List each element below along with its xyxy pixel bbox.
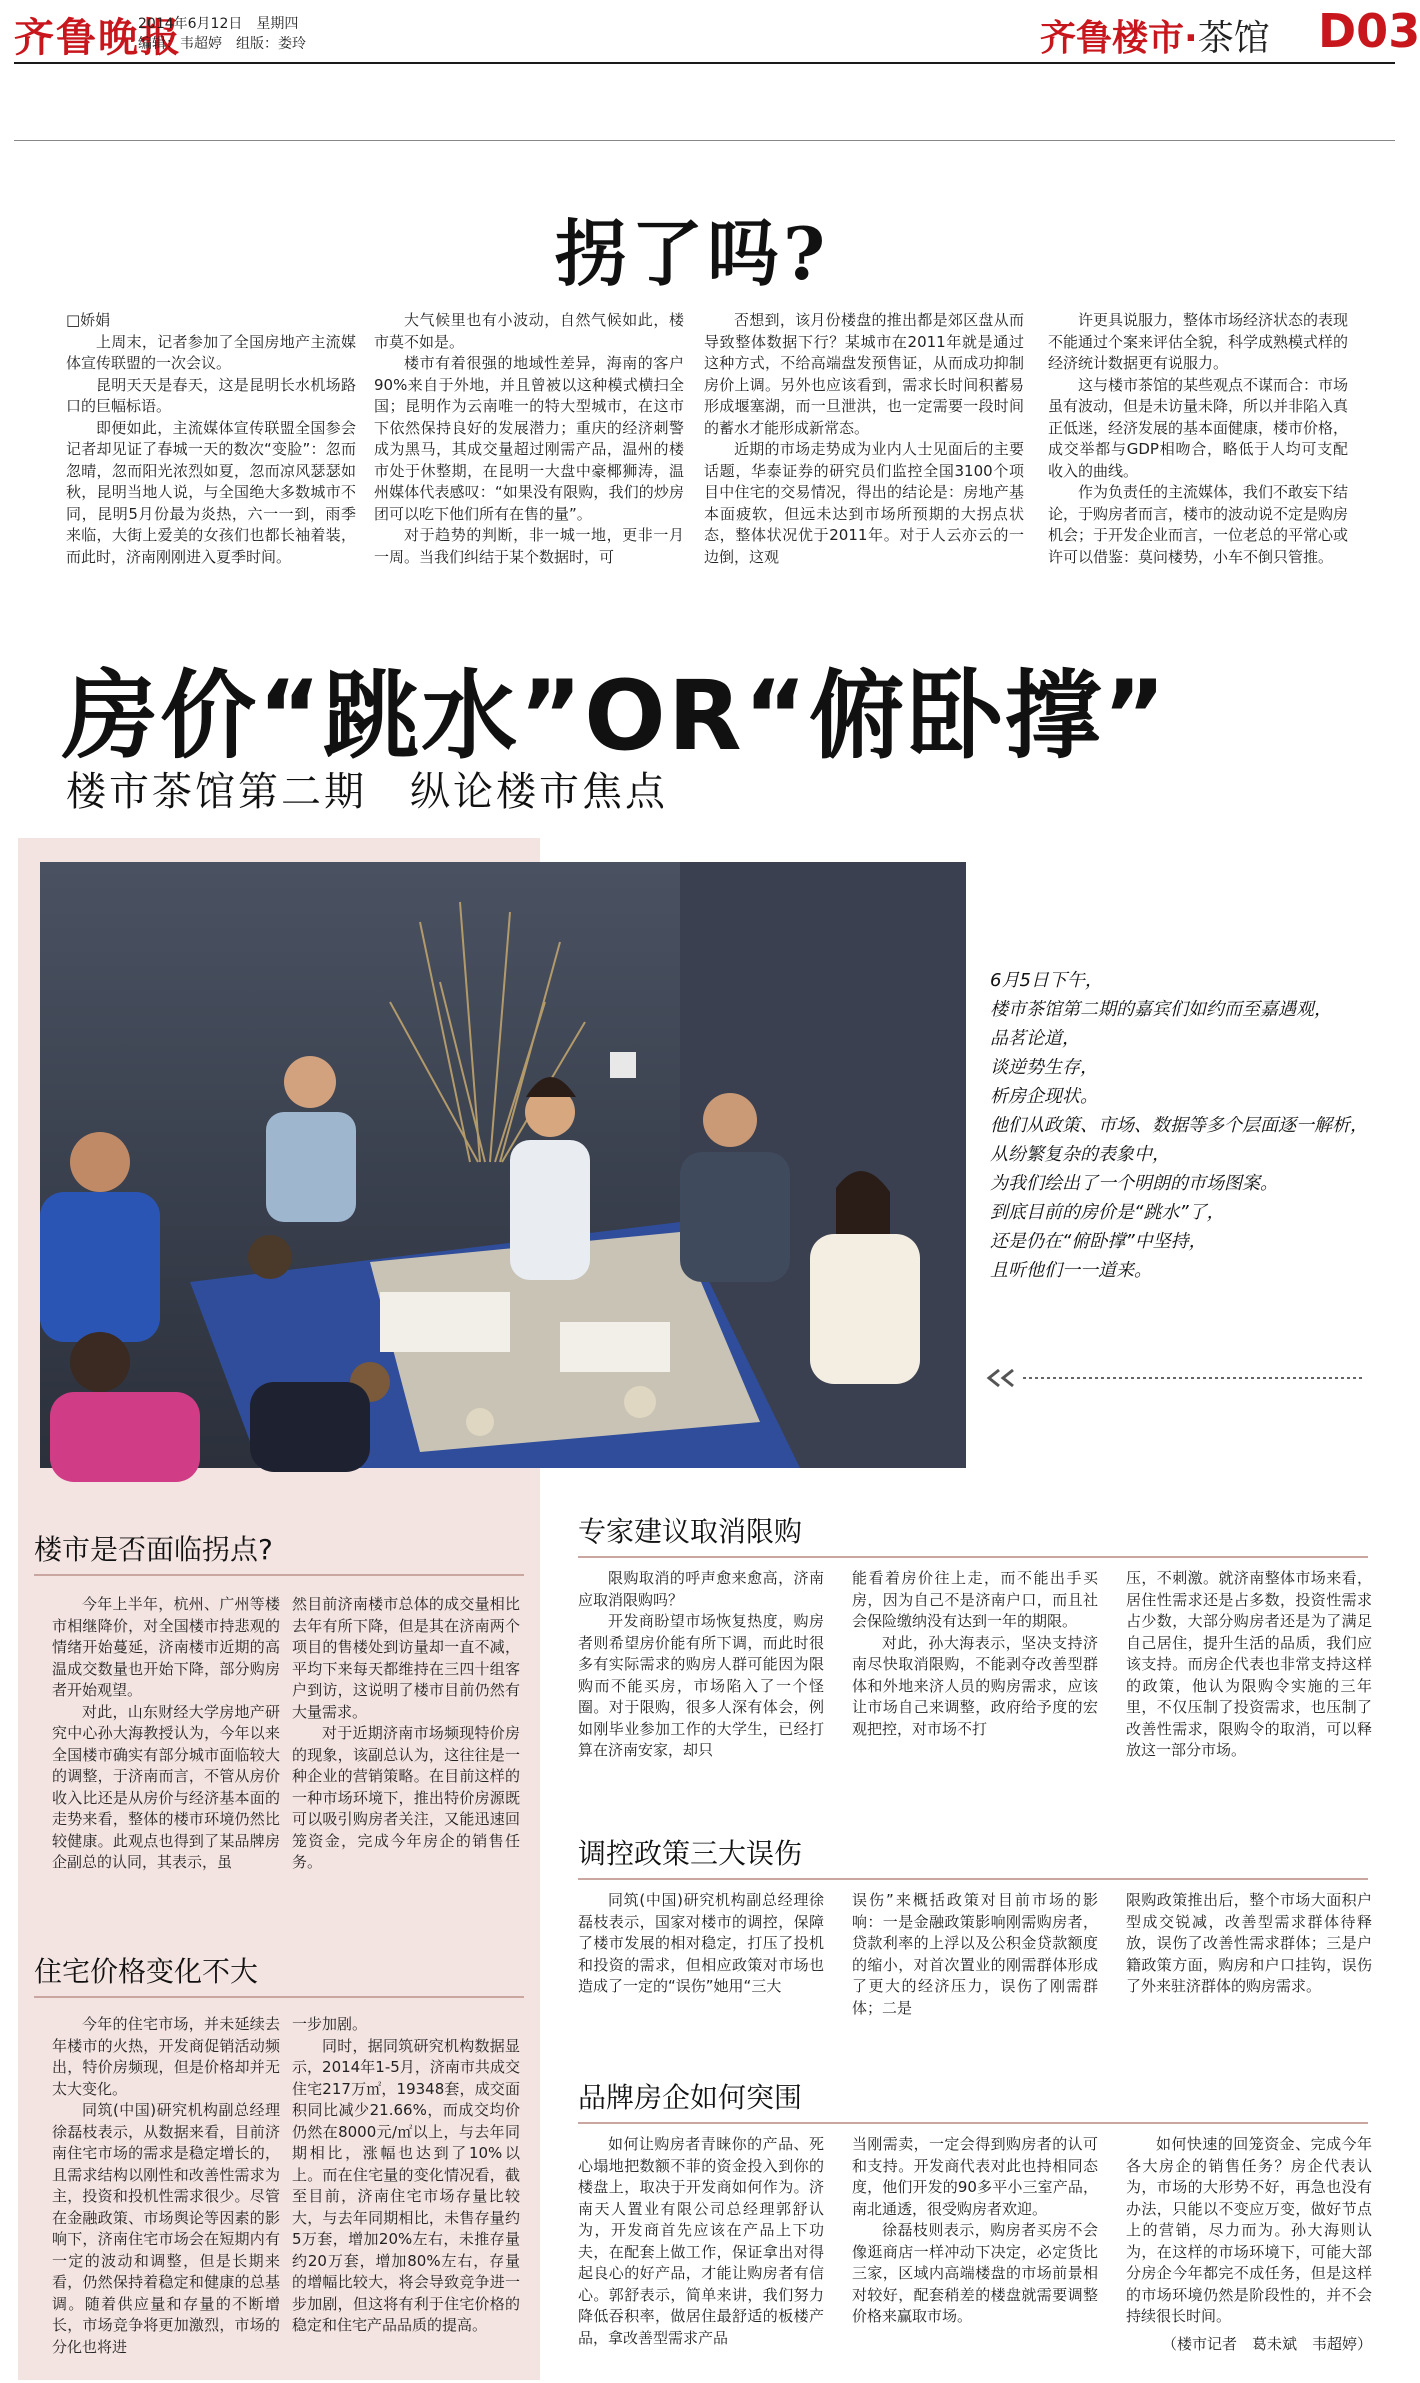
paragraph: 作为负责任的主流媒体，我们不敢妄下结论，于购房者而言，楼市的波动说不定是购房机会；于开发企业而言，一位老总的平常心或许可以借鉴：莫问楼势，小车不倒只管推。 bbox=[1048, 483, 1349, 566]
section-sub: 茶馆 bbox=[1197, 18, 1270, 59]
section-column bbox=[1126, 1890, 1372, 1998]
roundtable-photo-illustration bbox=[40, 862, 966, 1468]
top-divider bbox=[14, 140, 1395, 141]
caption-line: 为我们绘出了一个明朗的市场图案。 bbox=[990, 1173, 1278, 1194]
section-column bbox=[52, 1594, 280, 1874]
section-column bbox=[292, 2014, 520, 2337]
paragraph: 能看着房价往上走，而不能出手买房，因为自己不是济南户口，而且社会保险缴纳没有达到一年的期限。 bbox=[852, 1569, 1098, 1630]
section-column bbox=[52, 2014, 280, 2358]
paragraph: 对此，山东财经大学房地产研究中心孙大海教授认为，今年以来全国楼市确实有部分城市面临较大的调整，于济南而言，不管从房价收入比还是从房价与经济基本面的走势来看，整体的楼市环境仍然比较健康。此观点也得到了某品牌房企副总的认同，其表示，虽 bbox=[52, 1702, 280, 1871]
paragraph: 然目前济南楼市总体的成交量相比去年有所下降，但是其在济南两个项目的售楼处到访量却一直不减，平均下来每天都维持在三四十组客户到访，这说明了楼市目前仍然有大量需求。 bbox=[292, 1595, 520, 1721]
section-dot: · bbox=[1184, 18, 1198, 59]
top-article-column bbox=[66, 310, 356, 568]
top-article-column bbox=[704, 310, 1024, 568]
paragraph: 如何快速的回笼资金、完成今年各大房企的销售任务？房企代表认为，市场的大形势不好，再急也没有办法，只能以不变应万变，做好节点上的营销，尽力而为。孙大海则认为，在这样的市场环境下，可能大部分房企今年都完不成任务，但是这样的市场环境仍然是阶段性的，并不会持续很长时间。 bbox=[1126, 2135, 1372, 2325]
section-heading: 楼市是否面临拐点? bbox=[34, 1533, 273, 1566]
paragraph: 如何让购房者青睐你的产品、死心塌地把数额不菲的资金投入到你的楼盘上，取决于开发商如何作为。济南天人置业有限公司总经理郭舒认为，开发商首先应该在产品上下功夫，在配套上做工作，保证拿出对得起良心的好产品，才能让购房者有信心。郭舒表示，简单来讲，我们努力降低吞积率，做居住最舒适的板楼产品，拿改善型需求产品 bbox=[578, 2135, 824, 2347]
paragraph: 压，不刺激。就济南整体市场来看，居住性需求还是占多数，投资性需求占少数，大部分购房者还是为了满足自己居住，提升生活的品质，我们应该支持。而房企代表也非常支持这样的政策，他认为限购令实施的三年里，不仅压制了投资需求，也压制了改善性需求，限购令的取消，可以释放这一部分市场。 bbox=[1126, 1569, 1372, 1759]
paragraph: 即便如此，主流媒体宣传联盟全国参会记者却见证了春城一天的数次“变脸”：忽而忽晴，忽而阳光浓烈如夏，忽而凉风瑟瑟如秋，昆明当地人说，与全国绝大多数城市不同，昆明5月份最为炎热，六一一到，雨季来临，大街上爱美的女孩们也都长袖着装，而此时，济南刚刚进入夏季时间。 bbox=[66, 418, 356, 566]
section-column bbox=[1126, 1568, 1372, 1762]
photo-caption bbox=[990, 966, 1368, 1285]
masthead-rule bbox=[14, 62, 1395, 64]
paragraph: 许更具说服力，整体市场经济状态的表现不能通过个案来评估全貌，科学成熟模式样的经济统计数据更有说服力。 bbox=[1048, 311, 1349, 372]
paragraph: 当刚需卖，一定会得到购房者的认可和支持。开发商代表对此也持相同态度，他们开发的90多平小三室产品，南北通透，很受购房者欢迎。 bbox=[852, 2135, 1098, 2218]
paragraph: 楼市有着很强的地域性差异，海南的客户90%来自于外地，并且曾被以这种模式横扫全国；昆明作为云南唯一的特大型城市，在这市下依然保持良好的发展潜力；重庆的经济刺警成为黑马，其成交量超过刚需产品，温州的楼市处于休整期，在昆明一大盘中豪椰狮涛，温州媒体代表感叹：“如果没有限购，我们的炒房团可以吃下他们所有在售的量”。 bbox=[374, 354, 684, 523]
caption-line: 且听他们一一道来。 bbox=[990, 1260, 1152, 1281]
date-line: 2014年6月12日 星期四 bbox=[138, 16, 299, 32]
caption-line: 从纷繁复杂的表象中， bbox=[990, 1144, 1170, 1165]
paragraph: 这与楼市茶馆的某些观点不谋而合：市场虽有波动，但是未访量未降，所以并非陷入真正低迷，经济发展的基本面健康，楼市价格，成交举都与GDP相吻合，略低于人均可支配收入的曲线。 bbox=[1048, 375, 1349, 480]
feature-headline: 房价“跳水”OR“俯卧撑” bbox=[62, 660, 1168, 772]
section-rule bbox=[34, 1574, 524, 1576]
paragraph: 对于趋势的判断，非一城一地，更非一月一周。当我们纠结于某个数据时，可 bbox=[374, 526, 684, 566]
caption-line: 到底目前的房价是“跳水”了， bbox=[990, 1202, 1225, 1223]
caption-line: 还是仍在“俯卧撑”中坚持， bbox=[990, 1231, 1207, 1252]
section-rule bbox=[34, 1996, 524, 1998]
caption-line: 谈逆势生存， bbox=[990, 1057, 1098, 1078]
caption-line: 楼市茶馆第二期的嘉宾们如约而至嘉遇观， bbox=[990, 999, 1332, 1020]
section-heading: 调控政策三大误伤 bbox=[578, 1837, 803, 1870]
caption-arrow bbox=[983, 1366, 1363, 1394]
feature-subheadline: 楼市茶馆第二期 纵论楼市焦点 bbox=[66, 769, 668, 815]
paragraph: 今年的住宅市场，并未延续去年楼市的火热，开发商促销活动频出，特价房频现，但是价格却并无太大变化。 bbox=[52, 2015, 280, 2098]
paragraph: 对于近期济南市场频现特价房的现象，该副总认为，这往往是一种企业的营销策略。在目前这样的一种市场环境下，推出特价房源既可以吸引购房者关注，又能迅速回笼资金，完成今年房企的销售任务。 bbox=[292, 1724, 520, 1871]
top-article-column bbox=[1048, 310, 1348, 568]
section-heading: 品牌房企如何突围 bbox=[578, 2081, 803, 2114]
section-column bbox=[852, 1890, 1098, 2019]
newspaper-logo: 齐鲁晚报 bbox=[14, 14, 182, 61]
paragraph: 同时，据同筑研究机构数据显示，2014年1-5月，济南市共成交住宅217万㎡，19348套，成交面积同比减少21.66%，而成交均价仍然在8000元/㎡以上，与去年同期相比，涨幅也达到了10%以上。而在住宅量的变化情况看，截至目前，济南住宅市场存量比较大，与去年同期相比，未售存量约5万套，增加20%左右，未推存量约20万套，增加80%左右，存量的增幅比较大，将会导致竞争进一步加剧，但这将有利于住宅价格的稳定和住宅产品品质的提高。 bbox=[292, 2036, 520, 2334]
paragraph: 同筑(中国)研究机构副总经理徐磊枝表示，国家对楼市的调控，保障了楼市发展的相对稳定，打压了投机和投资的需求，但相应政策对市场也造成了一定的“误伤”她用“三大 bbox=[578, 1891, 824, 1995]
paragraph: 大气候里也有小波动，自然气候如此，楼市莫不如是。 bbox=[374, 311, 684, 351]
section-title bbox=[1040, 10, 1270, 61]
reporter-signoff: （楼市记者 葛未斌 韦超婷） bbox=[1161, 2334, 1372, 2353]
paragraph: 误伤”来概括政策对目前市场的影响：一是金融政策影响刚需购房者，贷款利率的上浮以及公积金贷款额度的缩小，对首次置业的刚需群体形成了更大的经济压力，误伤了刚需群体；二是 bbox=[852, 1891, 1098, 2017]
top-article-title: 拐了吗? bbox=[555, 211, 830, 296]
paragraph: 对此，孙大海表示，坚决支持济南尽快取消限购，不能剥夺改善型群体和外地来济人员的购房需求，应该让市场自己来调整，政府给予度的宏观把控，对市场不打 bbox=[852, 1633, 1098, 1738]
section-column bbox=[578, 2134, 824, 2349]
issue-info bbox=[138, 14, 306, 54]
double-chevron-left-icon bbox=[983, 1366, 1363, 1390]
section-heading: 住宅价格变化不大 bbox=[34, 1955, 259, 1988]
section-heading: 专家建议取消限购 bbox=[578, 1515, 803, 1548]
section-rule bbox=[578, 1878, 1368, 1880]
paragraph: 徐磊枝则表示，购房者买房不会像逛商店一样冲动下决定，必定货比三家，区域内高端楼盘的市场前景相对较好，配套稍差的楼盘就需要调整价格来赢取市场。 bbox=[852, 2221, 1098, 2325]
paragraph: 一步加剧。 bbox=[292, 2015, 368, 2033]
photo-roundtable bbox=[40, 862, 966, 1468]
editor-line: 编辑：韦超婷 组版：娄玲 bbox=[138, 36, 306, 52]
paragraph: 昆明天天是春天，这是昆明长水机场路口的巨幅标语。 bbox=[66, 375, 356, 415]
paragraph: 限购取消的呼声愈来愈高，济南应取消限购吗？ bbox=[578, 1569, 824, 1609]
section-column bbox=[578, 1568, 824, 1762]
paragraph: 同筑(中国)研究机构副总经理徐磊枝表示，从数据来看，目前济南住宅市场的需求是稳定增长的，且需求结构以刚性和改善性需求为主，投资和投机性需求很少。尽管在金融政策、市场舆论等因素的影响下，济南住宅市场会在短期内有一定的波动和调整，但是长期来看，仍然保持着稳定和健康的总基调。随着供应量和存量的不断增长，市场竞争将更加激烈，市场的分化也将进 bbox=[52, 2101, 280, 2356]
caption-line: 品茗论道， bbox=[990, 1028, 1080, 1049]
section-rule bbox=[578, 2122, 1368, 2124]
paragraph: 近期的市场走势成为业内人士见面后的主要话题，华泰证券的研究员们监控全国3100个项目中住宅的交易情况，得出的结论是：房地产基本面疲软，但远未达到市场所预期的大拐点状态，整体状况优于2011年。对于人云亦云的一边倒，这观 bbox=[704, 440, 1024, 566]
paragraph: 今年上半年，杭州、广州等楼市相继降价，对全国楼市持悲观的情绪开始蔓延，济南楼市近期的高温成交数量也开始下降，部分购房者开始观望。 bbox=[52, 1595, 280, 1699]
section-name: 齐鲁楼市 bbox=[1040, 18, 1185, 59]
section-column bbox=[852, 2134, 1098, 2328]
section-rule bbox=[578, 1556, 1368, 1558]
paragraph: 上周末，记者参加了全国房地产主流媒体宣传联盟的一次会议。 bbox=[66, 332, 356, 372]
section-column bbox=[852, 1568, 1098, 1740]
section-column bbox=[292, 1594, 520, 1874]
section-column bbox=[578, 1890, 824, 1998]
paragraph: 否想到，该月份楼盘的推出都是郊区盘从而导致整体数据下行？某城市在2011年就是通过这种方式，不给高端盘发预售证，从而成功抑制房价上调。另外也应该看到，需求长时间积蓄易形成堰塞湖，而一旦泄洪，也一定需要一段时间的蓄水才能形成新常态。 bbox=[704, 311, 1024, 437]
byline: □娇娟 bbox=[66, 311, 111, 329]
top-article-column bbox=[374, 310, 684, 568]
paragraph: 限购政策推出后，整个市场大面积户型成交锐减，改善型需求群体待释放，误伤了改善性需求群体；三是户籍政策方面，购房和户口挂钩，误伤了外来驻济群体的购房需求。 bbox=[1126, 1891, 1372, 1995]
caption-line: 6月5日下午， bbox=[990, 970, 1103, 991]
caption-line: 他们从政策、市场、数据等多个层面逐一解析， bbox=[990, 1115, 1368, 1136]
section-column bbox=[1126, 2134, 1372, 2355]
page-number: D03 bbox=[1318, 4, 1420, 58]
paragraph: 开发商盼望市场恢复热度，购房者则希望房价能有所下调，而此时很多有实际需求的购房人群可能因为限购而不能买房，市场陷入了一个怪圈。对于限购，很多人深有体会，例如刚毕业参加工作的大学生，已经打算在济南安家，却只 bbox=[578, 1612, 824, 1759]
caption-line: 析房企现状。 bbox=[990, 1086, 1098, 1107]
